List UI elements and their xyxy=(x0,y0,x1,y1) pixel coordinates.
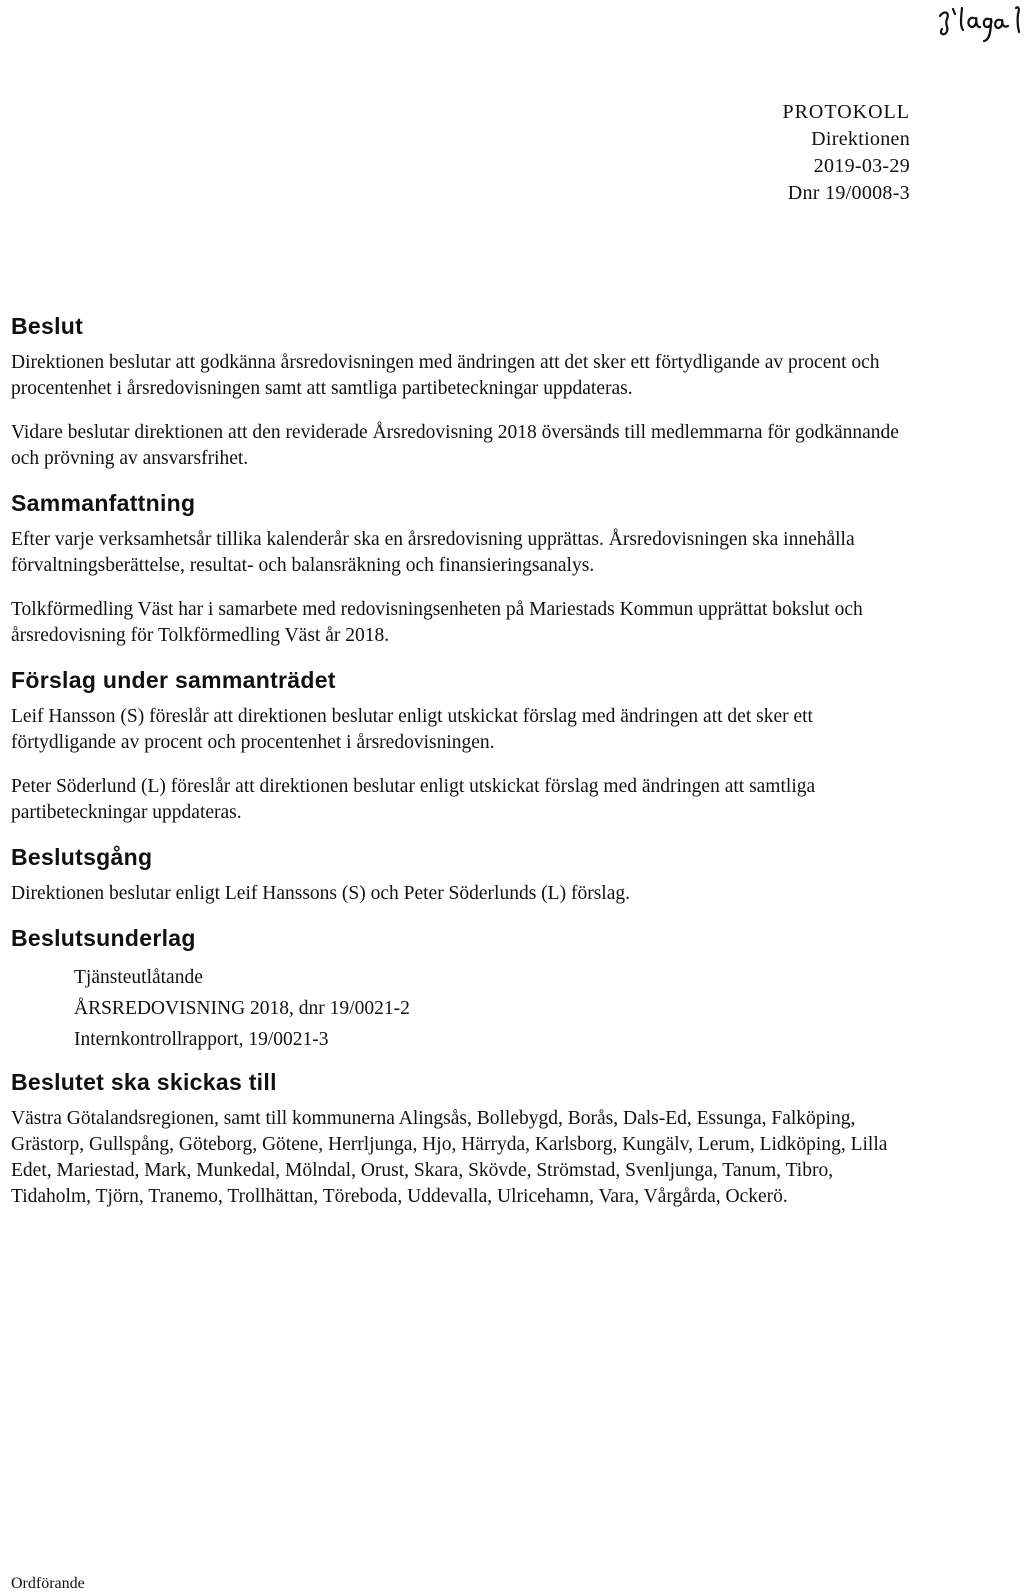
paragraph: Peter Söderlund (L) föreslår att direktionen beslutar enligt utskickat förslag med ändringen att samtliga partibeteckningar uppdateras. xyxy=(11,776,816,823)
section-heading: Beslut xyxy=(11,313,84,339)
signature-label: Ordförande xyxy=(11,1575,85,1592)
paragraph: Direktionen beslutar enligt Leif Hanssons (S) och Peter Söderlunds (L) förslag. xyxy=(11,883,630,904)
section-heading: Beslutsunderlag xyxy=(11,925,196,951)
meeting-date: 2019-03-29 xyxy=(813,155,910,177)
attachment-item: ÅRSREDOVISNING 2018, dnr 19/0021-2 xyxy=(74,998,410,1019)
section-sammanfattning xyxy=(11,490,911,649)
protocol-body xyxy=(11,313,911,1228)
attachment-item: Tjänsteutlåtande xyxy=(74,967,203,988)
section-beslutsgang xyxy=(11,844,911,907)
section-heading: Beslutet ska skickas till xyxy=(11,1069,277,1095)
document-type: PROTOKOLL xyxy=(782,101,910,123)
protocol-header xyxy=(782,99,910,207)
reference-number: Dnr 19/0008-3 xyxy=(787,182,910,204)
section-heading: Förslag under sammanträdet xyxy=(11,667,336,693)
section-beslutsunderlag xyxy=(11,925,911,1055)
handwritten-annotation xyxy=(934,0,1024,48)
paragraph: Tolkförmedling Väst har i samarbete med redovisningsenheten på Mariestads Kommun upprättat bokslut och årsredovisning för Tolkförmedling Väst år 2018. xyxy=(11,599,863,646)
attachment-item: Internkontrollrapport, 19/0021-3 xyxy=(74,1029,329,1050)
recipient-list: Västra Götalandsregionen, samt till kommunerna Alingsås, Bollebygd, Borås, Dals-Ed, Essunga, Falköping, Grästorp, Gullspång, Göteborg, Götene, Herrljunga, Hjo, Härryda, Karlsborg, Kungälv, Lerum, Lidköping, Lilla Edet, Mariestad, Mark, Munkedal, Mölndal, Orust, Skara, Skövde, Strömstad, Svenljunga, Tanum, Tibro, Tidaholm, Tjörn, Tranemo, Trollhättan, Töreboda, Uddevalla, Ulricehamn, Vara, Vårgårda, Ockerö. xyxy=(11,1108,888,1207)
paragraph: Efter varje verksamhetsår tillika kalenderår ska en årsredovisning upprättas. Årsredovisningen ska innehålla förvaltningsberättelse, resultat- och balansräkning och finansieringsanalys. xyxy=(11,529,855,576)
section-skickas-till xyxy=(11,1069,911,1210)
section-beslut xyxy=(11,313,911,472)
section-heading: Beslutsgång xyxy=(11,844,153,870)
section-forslag xyxy=(11,667,911,826)
paragraph: Leif Hansson (S) föreslår att direktionen beslutar enligt utskickat förslag med ändringen att det sker ett förtydligande av procent och procentenhet i årsredovisningen. xyxy=(11,706,813,753)
committee-name: Direktionen xyxy=(811,128,910,150)
paragraph: Vidare beslutar direktionen att den reviderade Årsredovisning 2018 översänds till medlemmarna för godkännande och prövning av ansvarsfrihet. xyxy=(11,422,899,469)
section-heading: Sammanfattning xyxy=(11,490,196,516)
paragraph: Direktionen beslutar att godkänna årsredovisningen med ändringen att det sker ett förtydligande av procent och procentenhet i årsredovisningen samt att samtliga partibeteckningar uppdateras. xyxy=(11,352,880,399)
attachment-list xyxy=(74,962,911,1055)
